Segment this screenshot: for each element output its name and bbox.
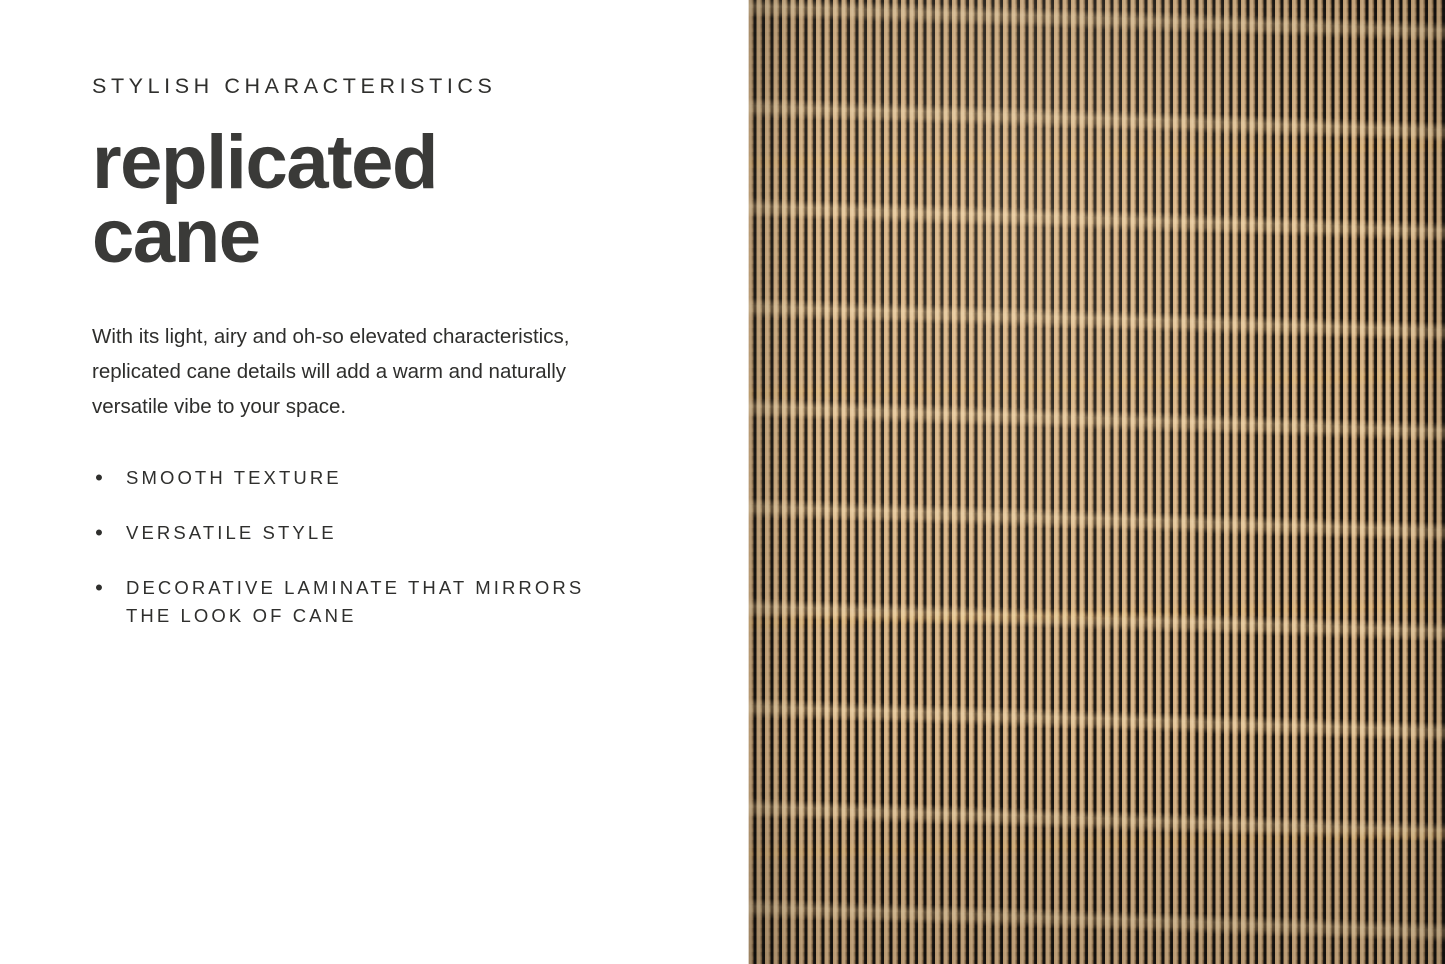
feature-label: SMOOTH TEXTURE bbox=[126, 467, 342, 489]
bullet-icon: • bbox=[95, 520, 103, 546]
weave-shading-overlay bbox=[748, 0, 1445, 964]
list-item bbox=[92, 574, 672, 630]
eyebrow-label: STYLISH CHARACTERISTICS bbox=[92, 74, 497, 98]
cane-texture-image bbox=[748, 0, 1445, 964]
body-paragraph: With its light, airy and oh-so elevated characteristics, replicated cane details will add a warm and naturally versatile vibe to your space. bbox=[92, 324, 570, 419]
feature-list bbox=[92, 464, 672, 629]
panel-divider bbox=[748, 0, 749, 964]
bullet-icon: • bbox=[95, 574, 103, 600]
feature-label: DECORATIVE LAMINATE THAT MIRRORS THE LOOK OF CANE bbox=[126, 576, 585, 626]
list-item bbox=[92, 464, 672, 492]
page-title: replicated cane bbox=[92, 119, 438, 280]
feature-label: VERSATILE STYLE bbox=[126, 522, 337, 544]
bullet-icon: • bbox=[95, 465, 103, 491]
text-content bbox=[92, 74, 672, 656]
list-item bbox=[92, 519, 672, 547]
